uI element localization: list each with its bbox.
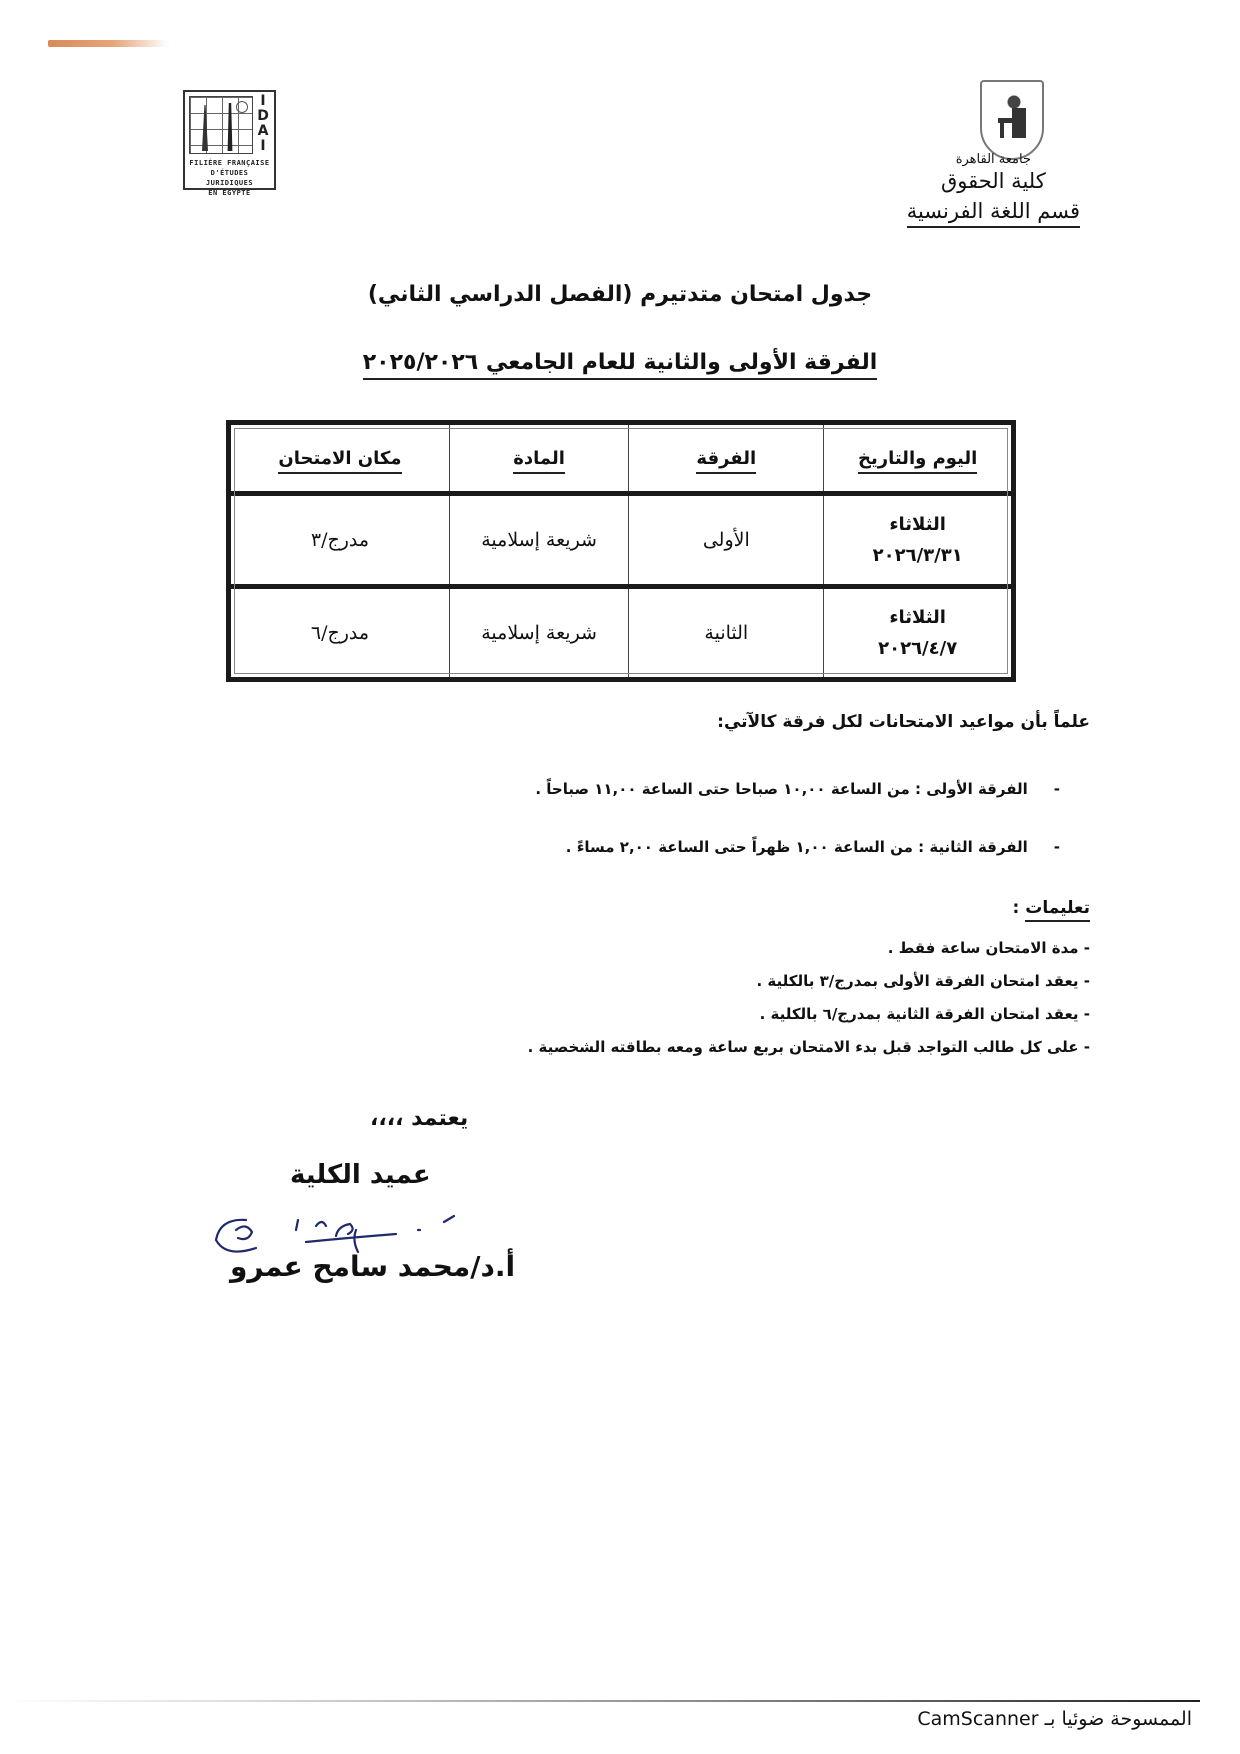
table-header-row — [231, 425, 1011, 494]
table-row — [231, 494, 1011, 587]
instructions-heading: تعليمات : — [1013, 898, 1090, 918]
lighthouse-illustration-icon — [189, 96, 253, 154]
cell-date — [824, 587, 1011, 678]
column-header-subject: المادة — [449, 425, 628, 494]
scan-artifact-streak — [48, 40, 168, 47]
faculty-name: كلية الحقوق — [940, 169, 1046, 193]
bullet-dash: - — [1053, 780, 1060, 798]
day-label: الثلاثاء — [889, 514, 946, 535]
cairo-university-shield-icon — [980, 80, 1048, 162]
signer-name: أ.د/محمد سامح عمرو — [230, 1250, 516, 1283]
timing-note-heading: علماً بأن مواعيد الامتحانات لكل فرقة كالآتي: — [717, 712, 1090, 732]
instruction-item: - يعقد امتحان الفرقة الثانية بمدرج/٦ بالكلية . — [759, 1005, 1090, 1023]
camscanner-watermark: الممسوحة ضوئيا بـ CamScanner — [917, 1708, 1192, 1730]
cell-location: مدرج/٦ — [231, 587, 449, 678]
timing-item: -الفرقة الأولى : من الساعة ١٠,٠٠ صباحا حتى الساعة ١١,٠٠ صباحاً . — [535, 780, 1060, 798]
page-subtitle — [0, 350, 1240, 375]
timing-item: -الفرقة الثانية : من الساعة ١,٠٠ ظهراً حتى الساعة ٢,٠٠ مساءً . — [565, 838, 1060, 856]
instruction-item: - مدة الامتحان ساعة فقط . — [887, 939, 1090, 957]
cell-subject: شريعة إسلامية — [449, 494, 628, 587]
cell-location: مدرج/٣ — [231, 494, 449, 587]
cell-date — [824, 494, 1011, 587]
date-label: ٢٠٢٦/٤/٧ — [878, 638, 958, 659]
instructions-list — [528, 932, 1090, 1064]
scribe-figure-icon — [994, 94, 1030, 138]
scan-edge-divider — [0, 1700, 1200, 1702]
instruction-item: - يعقد امتحان الفرقة الأولى بمدرج/٣ بالكلية . — [756, 972, 1090, 990]
instruction-item: - على كل طالب التواجد قبل بدء الامتحان بربع ساعة ومعه بطاقته الشخصية . — [527, 1038, 1090, 1056]
institution-header — [907, 152, 1080, 223]
column-header-location: مكان الامتحان — [231, 425, 449, 494]
department-name: قسم اللغة الفرنسية — [907, 199, 1080, 228]
bullet-dash: - — [1053, 838, 1060, 856]
exam-schedule-table — [226, 420, 1016, 682]
approval-label: يعتمد ،،،، — [370, 1106, 469, 1131]
dean-title: عميد الكلية — [290, 1160, 431, 1190]
cell-level: الثانية — [629, 587, 824, 678]
idai-logo-icon — [183, 90, 276, 197]
cell-level: الأولى — [629, 494, 824, 587]
table-row — [231, 587, 1011, 678]
cell-subject: شريعة إسلامية — [449, 587, 628, 678]
university-name: جامعة القاهرة — [955, 152, 1031, 167]
day-label: الثلاثاء — [889, 607, 946, 628]
column-header-level: الفرقة — [629, 425, 824, 494]
logo-caption: FILIÈRE FRANÇAISE D'ÉTUDES JURIDIQUES EN ÉGYPTE — [189, 159, 270, 197]
logo-letters: I D A I — [257, 93, 269, 154]
page-title: جدول امتحان متدتيرم (الفصل الدراسي الثاني) — [367, 282, 873, 307]
date-label: ٢٠٢٦/٣/٣١ — [872, 545, 963, 566]
column-header-date: اليوم والتاريخ — [824, 425, 1011, 494]
page-subtitle-text: الفرقة الأولى والثانية للعام الجامعي ٢٠٢٥/٢٠٢٦ — [363, 350, 878, 380]
